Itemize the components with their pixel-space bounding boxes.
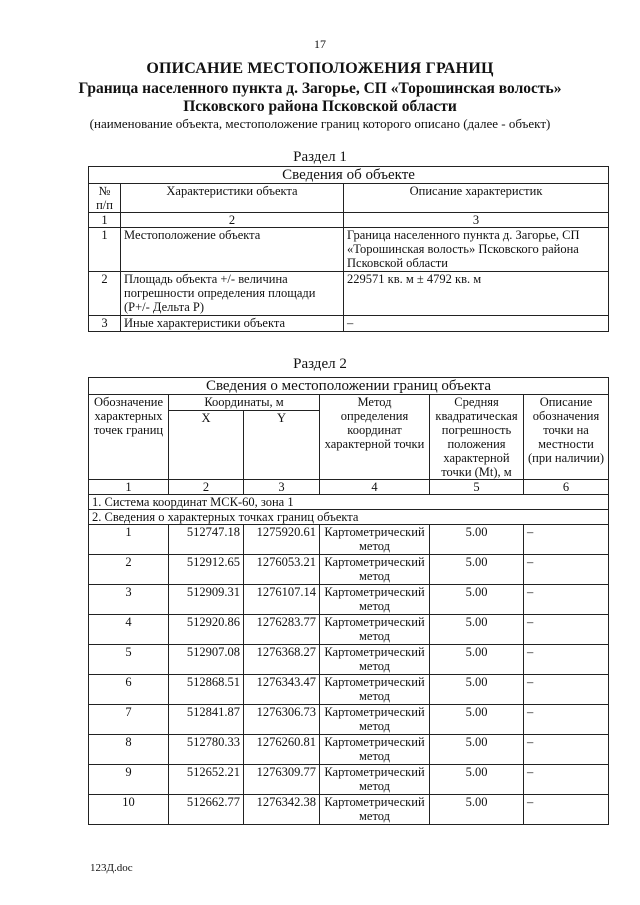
point-precision: 5.00 [430,555,524,585]
point-y: 1276309.77 [244,765,320,795]
point-method: Картометрический метод [320,585,430,615]
point-id: 10 [89,795,169,825]
coordinate-system: 1. Система координат МСК-60, зона 1 [89,495,609,510]
col-header-point: Обозначение характерных точек границ [89,395,169,480]
object-info-table [88,166,609,332]
section-2-heading: Раздел 2 [293,356,347,372]
point-y: 1276107.14 [244,585,320,615]
point-x: 512920.86 [169,615,244,645]
col-header-precision: Средняя квадратическая погрешность положения характерной точки (Mt), м [430,395,524,480]
object-note: (наименование объекта, местоположение границ которого описано (далее - объект) [89,116,551,131]
point-method: Картометрический метод [320,795,430,825]
point-x: 512662.77 [169,795,244,825]
section-1-heading: Раздел 1 [293,149,347,165]
point-description: – [524,645,609,675]
table-row [89,765,609,795]
col-number: 1 [89,480,169,495]
point-method: Картометрический метод [320,615,430,645]
characteristic-value: Граница населенного пункта д. Загорье, СП «Торошинская волость» Псковского района Псковской области [344,228,609,272]
point-x: 512907.08 [169,645,244,675]
section-1-caption: Сведения об объекте [89,167,609,184]
point-description: – [524,675,609,705]
point-x: 512868.51 [169,675,244,705]
point-y: 1276260.81 [244,735,320,765]
col-header-num: № п/п [89,184,121,213]
point-description: – [524,615,609,645]
characteristic-name: Местоположение объекта [121,228,344,272]
point-x: 512652.21 [169,765,244,795]
point-x: 512909.31 [169,585,244,615]
table-row [89,272,609,316]
page-number: 17 [314,37,326,51]
table-row [89,228,609,272]
point-description: – [524,555,609,585]
point-method: Картометрический метод [320,765,430,795]
row-number: 1 [89,228,121,272]
points-title: 2. Сведения о характерных точках границ объекта [89,510,609,525]
point-method: Картометрический метод [320,555,430,585]
col-header-x: X [169,410,244,479]
point-precision: 5.00 [430,525,524,555]
characteristic-name: Площадь объекта +/- величина погрешности определения площади (Р+/- Дельта Р) [121,272,344,316]
table-row [89,585,609,615]
point-precision: 5.00 [430,795,524,825]
col-number: 4 [320,480,430,495]
point-method: Картометрический метод [320,705,430,735]
table-row [89,555,609,585]
col-number: 5 [430,480,524,495]
point-x: 512841.87 [169,705,244,735]
point-y: 1276306.73 [244,705,320,735]
point-description: – [524,525,609,555]
point-id: 8 [89,735,169,765]
point-method: Картометрический метод [320,675,430,705]
col-number: 6 [524,480,609,495]
object-name-line: Граница населенного пункта д. Загорье, СП «Торошинская волость» [78,80,562,97]
document-title: ОПИСАНИЕ МЕСТОПОЛОЖЕНИЯ ГРАНИЦ [146,60,494,77]
table-row [89,795,609,825]
section-2-caption: Сведения о местоположении границ объекта [89,378,609,395]
point-precision: 5.00 [430,615,524,645]
characteristic-value: 229571 кв. м ± 4792 кв. м [344,272,609,316]
col-header-description: Описание характеристик [344,184,609,213]
point-precision: 5.00 [430,765,524,795]
point-y: 1276343.47 [244,675,320,705]
point-description: – [524,585,609,615]
point-precision: 5.00 [430,645,524,675]
point-precision: 5.00 [430,705,524,735]
characteristic-value: – [344,316,609,332]
point-description: – [524,765,609,795]
point-x: 512780.33 [169,735,244,765]
point-y: 1276342.38 [244,795,320,825]
table-row [89,735,609,765]
col-header-description: Описание обозначения точки на местности (при наличии) [524,395,609,480]
point-precision: 5.00 [430,735,524,765]
point-method: Картометрический метод [320,645,430,675]
col-number: 3 [344,213,609,228]
point-id: 7 [89,705,169,735]
col-header-coords: Координаты, м [169,395,320,411]
table-row [89,675,609,705]
point-id: 6 [89,675,169,705]
col-number: 3 [244,480,320,495]
point-method: Картометрический метод [320,735,430,765]
table-row [89,316,609,332]
row-number: 3 [89,316,121,332]
point-id: 2 [89,555,169,585]
point-method: Картометрический метод [320,525,430,555]
point-y: 1276053.21 [244,555,320,585]
table-row [89,525,609,555]
table-row [89,645,609,675]
point-description: – [524,795,609,825]
col-header-y: Y [244,410,320,479]
point-id: 3 [89,585,169,615]
point-precision: 5.00 [430,585,524,615]
col-number: 2 [169,480,244,495]
point-precision: 5.00 [430,675,524,705]
point-description: – [524,735,609,765]
object-region-line: Псковского района Псковской области [183,98,457,115]
point-id: 1 [89,525,169,555]
boundary-points-table [88,377,609,825]
row-number: 2 [89,272,121,316]
col-header-characteristic: Характеристики объекта [121,184,344,213]
table-row [89,615,609,645]
point-description: – [524,705,609,735]
point-id: 9 [89,765,169,795]
characteristic-name: Иные характеристики объекта [121,316,344,332]
point-y: 1275920.61 [244,525,320,555]
point-x: 512912.65 [169,555,244,585]
point-id: 5 [89,645,169,675]
table-row [89,705,609,735]
point-y: 1276283.77 [244,615,320,645]
col-number: 1 [89,213,121,228]
point-y: 1276368.27 [244,645,320,675]
col-number: 2 [121,213,344,228]
file-name-footer: 123Д.doc [90,862,133,874]
col-header-method: Метод определения координат характерной точки [320,395,430,480]
point-id: 4 [89,615,169,645]
point-x: 512747.18 [169,525,244,555]
